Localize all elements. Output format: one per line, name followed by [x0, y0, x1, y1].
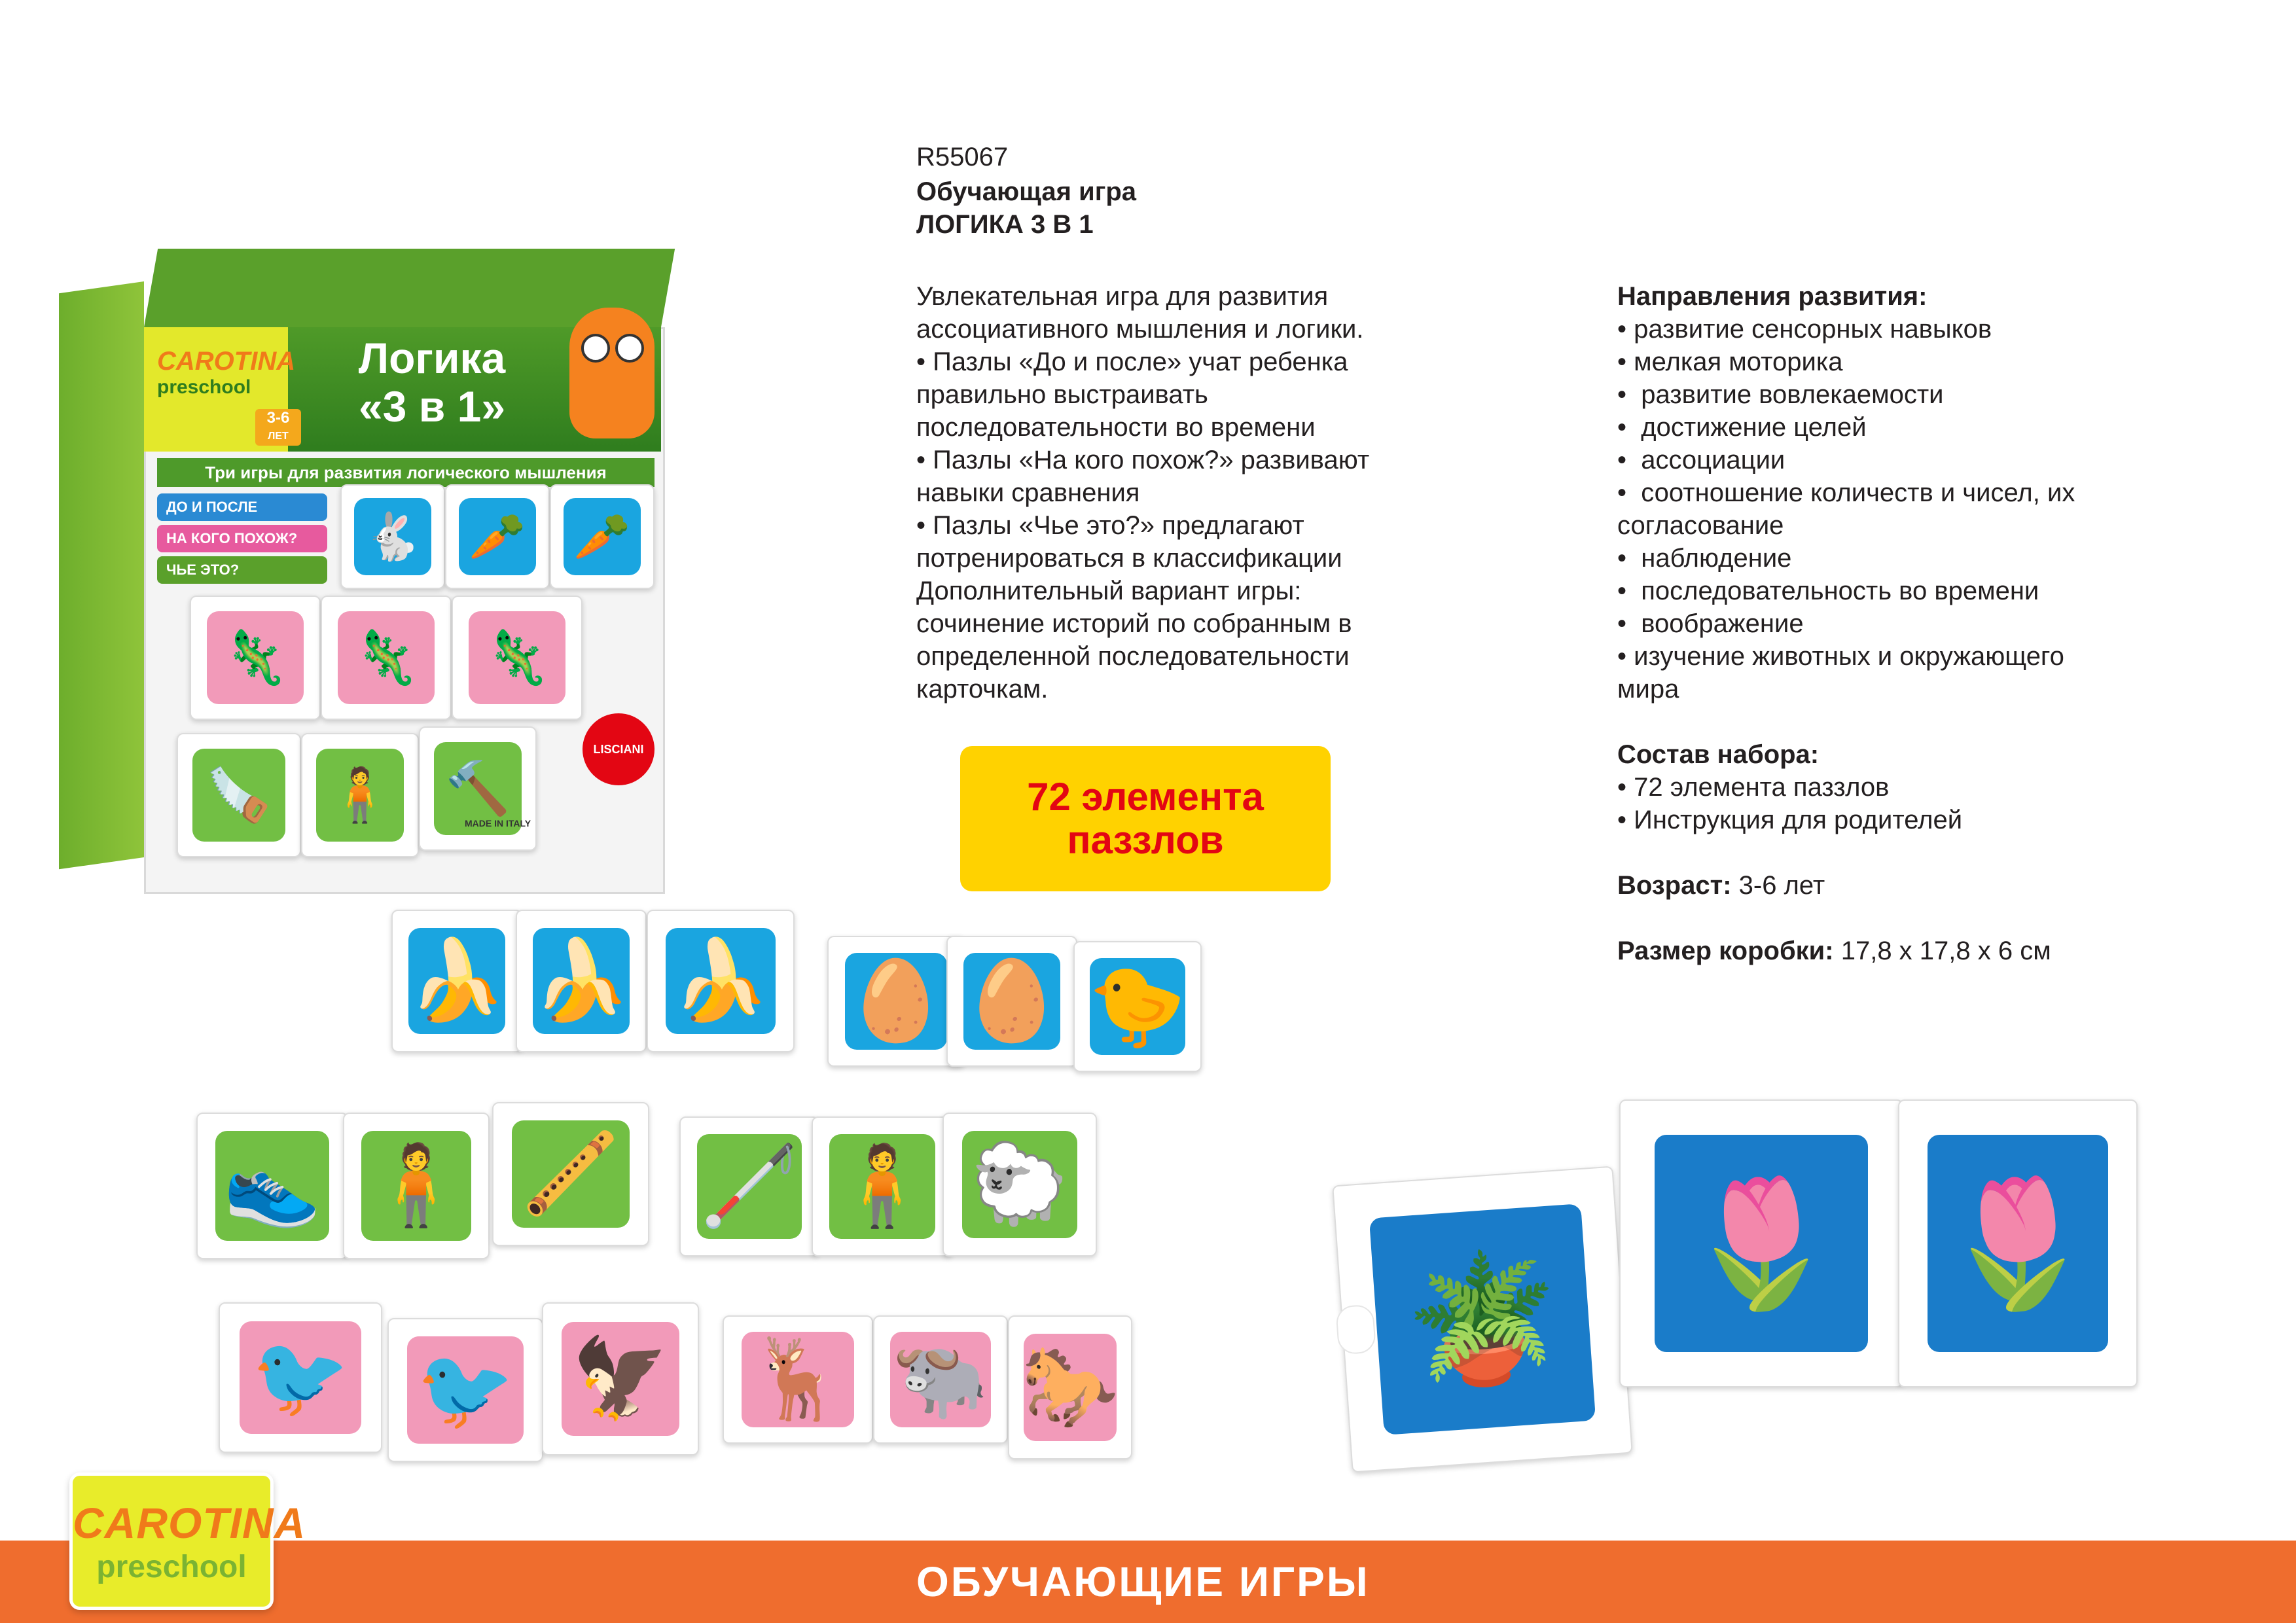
box-title-line1: Логика — [358, 334, 506, 382]
carrot-mascot-icon — [569, 308, 655, 438]
puzzle-card — [1073, 941, 1202, 1072]
puzzle-card — [942, 1113, 1097, 1257]
product-subtitle: Обучающая игра — [916, 177, 1137, 206]
development-item: согласование — [1617, 511, 1784, 540]
puzzle-tile — [215, 1131, 329, 1240]
cracked-egg-icon: 🥚 — [963, 955, 1061, 1046]
box-menu-who-looks: НА КОГО ПОХОЖ? — [157, 525, 327, 552]
puzzle-card — [827, 936, 965, 1067]
lisciani-logo: LISCIANI — [583, 713, 655, 785]
boy-icon: 🧍 — [367, 1139, 465, 1231]
puzzle-card — [679, 1116, 819, 1257]
box-menu-before-after: ДО И ПОСЛЕ — [157, 493, 327, 521]
box-age-badge — [255, 409, 301, 446]
puzzle-card — [812, 1116, 953, 1257]
puzzle-tile — [962, 1131, 1077, 1238]
age-value: 3-6 лет — [1731, 871, 1825, 900]
puzzle-tile — [697, 1134, 802, 1239]
development-item: • наблюдение — [1617, 544, 1792, 573]
puzzle-tile — [533, 928, 630, 1035]
box-card — [321, 596, 452, 720]
carrot-icon: 🥕 — [469, 509, 526, 563]
box-card — [445, 484, 550, 589]
age-row — [1617, 869, 2180, 902]
development-item: • развитие сенсорных навыков — [1617, 315, 1992, 344]
puzzle-card — [873, 1315, 1008, 1444]
product-details — [1617, 280, 2180, 967]
puzzle-card-large — [1619, 1099, 1903, 1387]
puzzle-tile — [890, 1332, 991, 1427]
spacer — [1617, 902, 2180, 935]
whistle-icon: 🪈 — [522, 1128, 620, 1219]
shepherd-icon: 🧍 — [833, 1140, 931, 1232]
peeled-banana-icon: 🍌 — [532, 935, 630, 1026]
puzzle-tile — [963, 953, 1061, 1050]
puzzle-tile — [845, 953, 948, 1050]
product-title: ЛОГИКА 3 В 1 — [916, 210, 1094, 239]
puzzle-card — [723, 1315, 873, 1444]
egg-icon: 🥚 — [847, 955, 945, 1046]
puzzle-tile — [1928, 1135, 2108, 1351]
puzzle-knob — [1335, 1304, 1376, 1355]
box-card — [550, 484, 655, 589]
box-card — [177, 733, 301, 857]
box-card — [452, 596, 583, 720]
eagle-icon: 🦅 — [571, 1332, 670, 1424]
box-title — [321, 334, 543, 431]
puzzle-card-large — [1332, 1166, 1633, 1473]
puzzle-tile — [1021, 1334, 1119, 1441]
gecko-icon: 🦎 — [484, 626, 550, 688]
deer-icon: 🦌 — [749, 1333, 847, 1425]
puzzle-tile — [407, 1336, 524, 1444]
development-item: • воображение — [1617, 609, 1804, 638]
mascot-eye-icon — [615, 334, 644, 363]
badge-line2: паззлов — [1067, 818, 1224, 862]
puzzle-tile — [1090, 958, 1185, 1056]
lizard-icon: 🦎 — [353, 626, 419, 688]
robin-icon: 🐦 — [251, 1331, 350, 1423]
development-item: • изучение животных и окружающего — [1617, 642, 2064, 671]
puzzle-card — [343, 1113, 490, 1259]
carotina-logo — [69, 1472, 306, 1610]
hammer-icon: 🔨 — [445, 757, 511, 819]
box-size-row — [1617, 935, 2180, 967]
carrot-leaves-icon: 🥕 — [573, 509, 631, 563]
puzzle-tile — [408, 928, 506, 1035]
buffalo-icon: 🐃 — [891, 1333, 990, 1425]
box-title-line2: «3 в 1» — [358, 382, 506, 431]
box-side — [59, 281, 144, 869]
sheep-icon: 🐑 — [971, 1138, 1069, 1230]
puzzle-tile — [562, 1322, 679, 1436]
flower-pot-bud-icon: 🌷 — [1683, 1170, 1839, 1315]
development-item: • развитие вовлекаемости — [1617, 380, 1944, 409]
contents-heading: Состав набора: — [1617, 740, 1820, 769]
box-card — [190, 596, 321, 720]
lizard-icon: 🦎 — [223, 626, 288, 688]
box-brand-sub: preschool — [157, 376, 251, 398]
puzzle-tile — [512, 1120, 629, 1228]
chick-icon: 🐤 — [1088, 960, 1187, 1052]
puzzle-card — [391, 910, 522, 1052]
spacer — [1617, 705, 2180, 738]
pieces-count-badge — [960, 746, 1331, 891]
flower-pot-sprout-icon: 🪴 — [1400, 1241, 1565, 1397]
box-card — [419, 726, 537, 851]
development-heading: Направления развития: — [1617, 282, 1928, 311]
box-age-value: 3-6 — [266, 409, 290, 427]
development-item: мира — [1617, 675, 1679, 704]
puzzle-tile — [1655, 1135, 1869, 1351]
box-brand-name: CAROTINA — [157, 347, 296, 376]
puzzle-card — [1008, 1315, 1132, 1459]
puzzle-card — [492, 1102, 649, 1246]
mascot-eye-icon — [581, 334, 610, 363]
banana-peel-icon: 🍌 — [672, 935, 770, 1026]
product-description: Увлекательная игра для развития ассоциативного мышления и логики. • Пазлы «До и после» учат ребенка правильно выстраивать последовательности во времени • Пазлы «На кого похож?» развивают навыки сравнения • Пазлы «Чье это?» предлагают потренироваться в классификации Дополнительный вариант игры: сочинение историй по собранным в определенной последовательности карточкам. — [916, 282, 1370, 704]
spacer — [1617, 836, 2180, 869]
puzzle-card — [542, 1302, 699, 1455]
product-sku: R55067 — [916, 143, 1009, 171]
puzzle-tile — [1369, 1204, 1596, 1435]
flower-pot-bloom-icon: 🌷 — [1940, 1170, 2096, 1315]
swallow-icon: 🐦 — [416, 1344, 514, 1435]
box-card-tile — [316, 749, 404, 841]
age-label: Возраст: — [1617, 871, 1732, 900]
puzzle-tile — [829, 1134, 935, 1239]
development-item: • достижение целей — [1617, 413, 1867, 442]
puzzle-card — [946, 936, 1077, 1067]
puzzle-card — [219, 1302, 382, 1453]
horse-icon: 🐎 — [1021, 1341, 1119, 1433]
contents-item: • Инструкция для родителей — [1617, 806, 1963, 834]
footer-title: ОБУЧАЮЩИЕ ИГРЫ — [916, 1558, 1370, 1605]
development-item: • последовательность во времени — [1617, 577, 2039, 605]
puzzle-tile — [742, 1332, 854, 1427]
box-size-label: Размер коробки: — [1617, 936, 1834, 965]
box-card-tile — [564, 498, 641, 576]
box-brand-logo — [157, 347, 296, 399]
badge-line1: 72 элемента — [1027, 775, 1264, 819]
product-box-image — [59, 242, 668, 897]
puzzle-card — [516, 910, 647, 1052]
puzzle-card-large — [1898, 1099, 2138, 1387]
rabbit-icon: 🐇 — [364, 509, 422, 563]
box-age-unit: ЛЕТ — [268, 431, 289, 442]
puzzle-tile — [240, 1321, 362, 1434]
box-size-value: 17,8 х 17,8 х 6 см — [1833, 936, 2051, 965]
puzzle-tile — [666, 928, 776, 1035]
logo-brand: CAROTINA — [73, 1499, 306, 1547]
box-card-tile — [459, 498, 537, 576]
logo-sub: preschool — [96, 1550, 247, 1584]
saw-icon: 🪚 — [206, 764, 272, 825]
banana-icon: 🍌 — [408, 935, 506, 1026]
shepherd-staff-icon: 🦯 — [700, 1140, 798, 1232]
box-card-tile — [354, 498, 432, 576]
box-menu-whose: ЧЬЕ ЭТО? — [157, 556, 327, 584]
puzzle-tile — [361, 1131, 471, 1240]
contents-item: • 72 элемента паззлов — [1617, 773, 1890, 802]
box-tagline: Три игры для развития логического мышления — [157, 458, 655, 487]
box-card — [301, 733, 419, 857]
development-item: • ассоциации — [1617, 446, 1785, 474]
sneakers-icon: 👟 — [223, 1139, 321, 1231]
box-card-tile — [192, 749, 285, 841]
box-card — [340, 484, 445, 589]
development-item: • мелкая моторика — [1617, 348, 1843, 376]
puzzle-card — [387, 1318, 543, 1462]
carpenter-icon: 🧍 — [327, 764, 393, 825]
made-in-italy-label: MADE IN ITALY — [465, 818, 531, 829]
box-card-tile — [207, 611, 304, 704]
puzzle-card — [647, 910, 795, 1052]
puzzle-card — [196, 1113, 348, 1259]
box-card-tile — [338, 611, 435, 704]
box-card-tile — [469, 611, 566, 704]
development-item: • соотношение количеств и чисел, их — [1617, 478, 2075, 507]
